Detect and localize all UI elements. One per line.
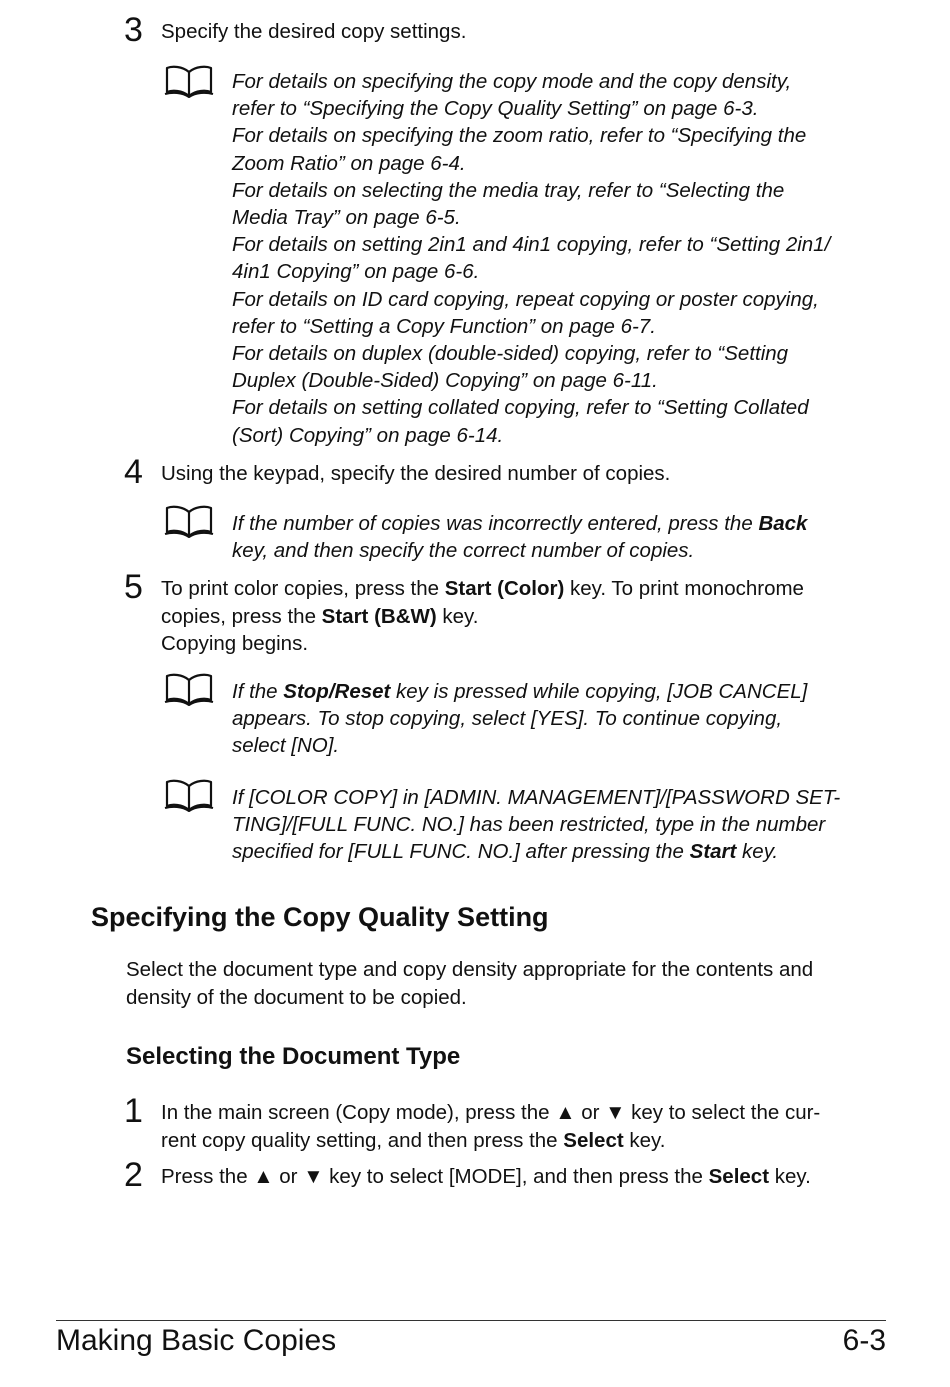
note-line: 4in1 Copying” on page 6-6.	[232, 260, 480, 284]
open-book-icon	[164, 672, 214, 706]
back-key-label: Back	[758, 512, 808, 535]
start-color-key-label: Start (Color)	[444, 577, 565, 600]
text: To print color copies, press the	[161, 577, 445, 600]
note-text: key is pressed while copying, [JOB CANCEL]	[390, 680, 808, 703]
open-book-icon	[164, 778, 214, 812]
note-line: For details on specifying the copy mode and the copy density,	[232, 70, 792, 93]
open-book-icon	[164, 64, 214, 98]
text: copies, press the	[161, 604, 322, 628]
start-key-label: Start	[689, 840, 737, 864]
open-book-icon	[164, 504, 214, 538]
note-line: key, and then specify the correct number of copies.	[232, 539, 695, 563]
stop-reset-key-label: Stop/Reset	[283, 680, 391, 703]
note-text: specified for [FULL FUNC. NO.] after pressing the	[232, 840, 690, 864]
footer-chapter-title: Making Basic Copies	[56, 1324, 337, 1357]
text: key.	[436, 604, 479, 628]
note-line: Media Tray” on page 6-5.	[232, 206, 461, 230]
intro-line: Select the document type and copy density appropriate for the contents and	[126, 958, 814, 981]
text: key.	[769, 1165, 811, 1188]
step-line	[161, 603, 891, 631]
section-intro	[126, 956, 906, 1011]
note-line: For details on setting 2in1 and 4in1 copying, refer to “Setting 2in1/	[232, 233, 831, 257]
note-line: For details on setting collated copying, refer to “Setting Collated	[232, 396, 809, 420]
note-body	[232, 678, 894, 760]
step-line: Copying begins.	[161, 632, 309, 655]
note-body	[232, 68, 894, 449]
footer-page-number: 6-3	[842, 1324, 886, 1357]
select-key-label: Select	[563, 1128, 624, 1152]
note-line: Duplex (Double-Sided) Copying” on page 6-11.	[232, 369, 658, 393]
text: key.	[623, 1128, 666, 1152]
step-text: Specify the desired copy settings.	[161, 20, 467, 43]
note-line	[232, 678, 894, 705]
step-number: 4	[124, 453, 143, 491]
step-number: 2	[124, 1156, 143, 1194]
text: Press the ▲ or ▼ key to select [MODE], and then press the	[161, 1165, 709, 1188]
step-text	[161, 575, 891, 658]
step-line	[161, 1163, 891, 1191]
note-line: (Sort) Copying” on page 6-14.	[232, 423, 504, 447]
note-line: refer to “Setting a Copy Function” on page 6-7.	[232, 314, 656, 338]
step-number: 5	[124, 568, 143, 606]
step-number: 1	[124, 1092, 143, 1130]
step-text	[161, 1099, 891, 1154]
note-line: For details on duplex (double-sided) copying, refer to “Setting	[232, 342, 789, 366]
note-line: For details on selecting the media tray, refer to “Selecting the	[232, 178, 785, 202]
note-text: If the number of copies was incorrectly entered, press the	[232, 512, 759, 535]
footer-divider	[56, 1320, 886, 1321]
note-line: For details on specifying the zoom ratio, refer to “Specifying the	[232, 124, 807, 148]
intro-line: density of the document to be copied.	[126, 985, 467, 1009]
note-line: For details on ID card copying, repeat copying or poster copying,	[232, 287, 819, 311]
step-line	[161, 1127, 891, 1155]
note-line	[232, 838, 894, 865]
note-line: select [NO].	[232, 734, 340, 758]
text: key. To print monochrome	[564, 577, 804, 600]
note-body	[232, 510, 894, 564]
note-body	[232, 784, 894, 866]
start-bw-key-label: Start (B&W)	[321, 604, 437, 628]
note-line: Zoom Ratio” on page 6-4.	[232, 151, 466, 175]
note-text: If the	[232, 680, 284, 703]
subsection-title: Selecting the Document Type	[126, 1043, 461, 1070]
select-key-label: Select	[708, 1165, 770, 1188]
section-title: Specifying the Copy Quality Setting	[91, 902, 549, 932]
note-line: If [COLOR COPY] in [ADMIN. MANAGEMENT]/[PASSWORD SET-	[232, 786, 841, 809]
note-line: appears. To stop copying, select [YES]. To continue copying,	[232, 707, 783, 731]
step-line	[161, 575, 891, 603]
note-line: TING]/[FULL FUNC. NO.] has been restricted, type in the number	[232, 813, 826, 837]
text: rent copy quality setting, and then press the	[161, 1128, 564, 1152]
note-line: refer to “Specifying the Copy Quality Setting” on page 6-3.	[232, 97, 759, 121]
step-number: 3	[124, 11, 143, 49]
step-text	[161, 1163, 891, 1191]
note-text: key.	[736, 840, 779, 864]
step-line: In the main screen (Copy mode), press the ▲ or ▼ key to select the cur-	[161, 1101, 821, 1124]
step-text: Using the keypad, specify the desired number of copies.	[161, 462, 671, 485]
note-line	[232, 510, 894, 537]
